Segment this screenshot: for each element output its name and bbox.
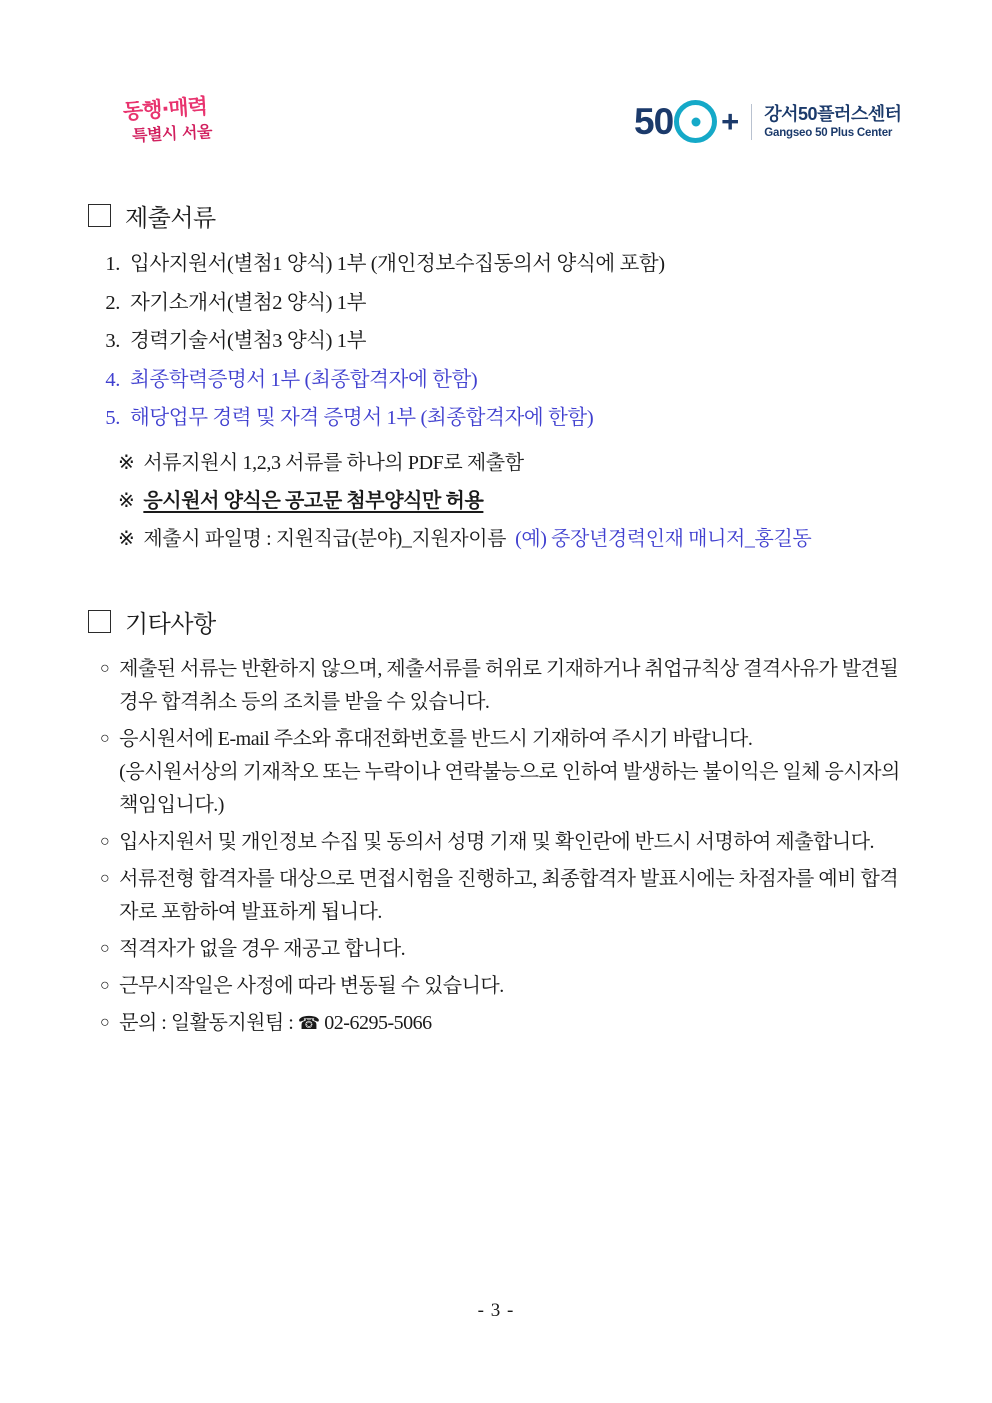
circle-bullet-icon: ○: [100, 659, 110, 677]
list-item: [96, 322, 992, 361]
list-item-label: 제출된 서류는 반환하지 않으며, 제출서류를 허위로 기재하거나 취업규칙상 결격사유가 발견될 경우 합격취소 등의 조치를 받을 수 있습니다.: [119, 657, 899, 713]
list-item: [100, 970, 900, 1003]
list-item: [96, 361, 992, 400]
section-heading-other: [88, 604, 992, 639]
seoul-logo-line2: 특별시 서울: [131, 122, 213, 146]
note-text: 제출시 파일명 : 지원직급(분야)_지원자이름: [143, 527, 507, 550]
document-body: [0, 198, 992, 1044]
list-item-label: 서류전형 합격자를 대상으로 면접시험을 진행하고, 최종합격자 발표시에는 차점자를 예비 합격자로 포함하여 발표하게 됩니다.: [119, 867, 899, 923]
note-text: 서류지원시 1,2,3 서류를 하나의 PDF로 제출함: [143, 451, 524, 474]
logo-divider: [751, 104, 752, 140]
checkbox-icon: [88, 610, 111, 633]
seoul-logo-line1: 동행·매력: [122, 94, 208, 124]
gangseo-logo-text: [764, 103, 901, 140]
circle-icon: [674, 100, 717, 143]
list-item: [100, 933, 900, 966]
circle-bullet-icon: ○: [100, 939, 110, 957]
section-title: 기타사항: [125, 611, 216, 638]
list-item-sublabel: (응시원서상의 기재착오 또는 누락이나 연락불능으로 인하여 발생하는 불이익은 일체 응시자의 책임입니다.): [119, 760, 900, 816]
reference-mark-icon: ※: [118, 451, 135, 474]
contact-label: 문의 : 일활동지원팀 :: [119, 1011, 298, 1034]
submission-documents-list: [96, 245, 992, 438]
other-notices-list: [100, 653, 900, 1040]
page-header: [0, 78, 992, 168]
gangseo-logo-fifty: 50: [634, 101, 674, 142]
contact-phone-number: 02-6295-5066: [324, 1011, 432, 1034]
list-item-label: 최종학력증명서 1부 (최종합격자에 한함): [130, 368, 478, 391]
circle-bullet-icon: ○: [100, 976, 110, 994]
section-title: 제출서류: [125, 206, 216, 232]
list-item-body: [119, 723, 900, 822]
list-item-label: 입사지원서 및 개인정보 수집 및 동의서 성명 기재 및 확인란에 반드시 서명하여 제출합니다.: [119, 830, 875, 853]
circle-bullet-icon: ○: [100, 1013, 110, 1031]
note-item: [118, 520, 992, 558]
section-heading-documents: [88, 198, 992, 233]
list-item-label: 근무시작일은 사정에 따라 변동될 수 있습니다.: [119, 974, 504, 997]
list-item-label: 적격자가 없을 경우 재공고 합니다.: [119, 937, 406, 960]
seoul-city-logo: [100, 94, 230, 168]
gangseo-logo-mark: [634, 100, 739, 143]
list-item: [96, 284, 992, 323]
gangseo-name-kr: 강서50플러스센터: [764, 104, 902, 125]
note-text: 응시원서 양식은 공고문 첨부양식만 허용: [143, 489, 484, 512]
list-item-label: 입사지원서(별첨1 양식) 1부 (개인정보수집동의서 양식에 포함): [130, 253, 665, 275]
list-item-number: 2.: [105, 291, 120, 314]
list-item-number: 5.: [105, 407, 120, 429]
reference-mark-icon: ※: [118, 527, 135, 550]
circle-bullet-icon: ○: [100, 869, 110, 887]
list-item-body: [119, 1007, 900, 1040]
list-item: [100, 723, 900, 822]
list-item-number: 4.: [105, 368, 120, 391]
list-item-label: 응시원서에 E-mail 주소와 휴대전화번호를 반드시 기재하여 주시기 바랍니다.: [119, 727, 753, 750]
note-item: [118, 444, 992, 482]
list-item-label: 경력기술서(별첨3 양식) 1부: [130, 330, 367, 352]
list-item-number: 1.: [105, 253, 120, 275]
gangseo-logo-plus: +: [721, 104, 740, 139]
list-item: [100, 863, 900, 929]
list-item: [100, 653, 900, 719]
circle-bullet-icon: ○: [100, 832, 110, 850]
list-item: [100, 826, 900, 859]
reference-mark-icon: ※: [118, 489, 135, 512]
list-item-number: 3.: [105, 330, 120, 352]
gangseo-name-en: Gangseo 50 Plus Center: [764, 126, 893, 139]
list-item-contact: [100, 1007, 900, 1040]
circle-bullet-icon: ○: [100, 729, 110, 747]
note-item: [118, 482, 992, 520]
list-item-label: 자기소개서(별첨2 양식) 1부: [130, 291, 367, 314]
list-item: [96, 399, 992, 438]
submission-notes: [118, 444, 992, 558]
page-number: - 3 -: [477, 1300, 515, 1321]
note-text-example: (예) 중장년경력인재 매니저_홍길동: [515, 527, 812, 550]
gangseo-50plus-logo: [634, 100, 902, 143]
telephone-icon: ☎: [297, 1012, 320, 1034]
list-item: [96, 245, 992, 284]
checkbox-icon: [88, 204, 111, 227]
list-item-label: 해당업무 경력 및 자격 증명서 1부 (최종합격자에 한함): [130, 407, 594, 429]
